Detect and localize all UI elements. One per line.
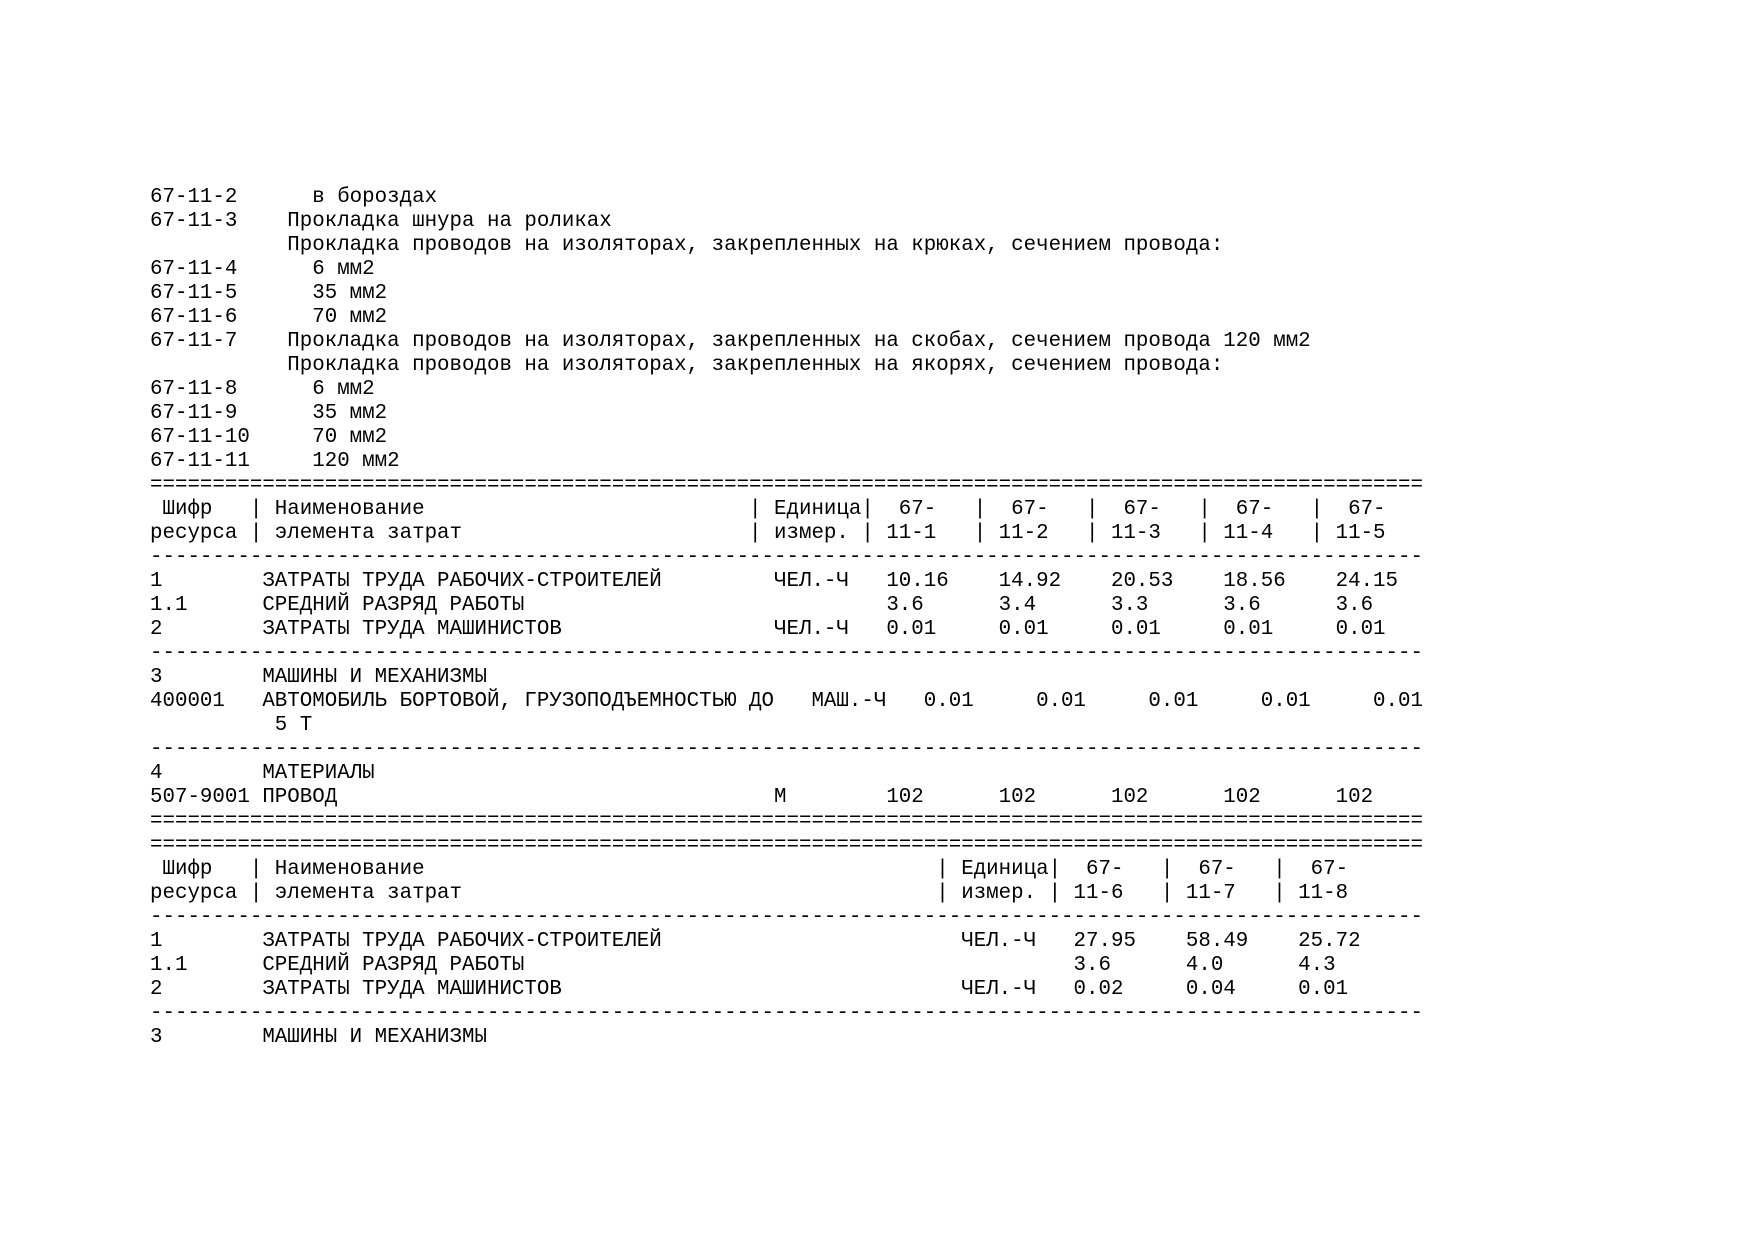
table-row: 2 ЗАТРАТЫ ТРУДА МАШИНИСТОВ ЧЕЛ.-Ч 0.01 0.01 0.01 0.01 0.01 (150, 618, 1386, 641)
document-body (150, 186, 1423, 1050)
text-line: 67-11-11 120 мм2 (150, 450, 400, 473)
table-rule: ------------------------------------------------------------------------------------------------------ (150, 906, 1423, 929)
table-row: 3 МАШИНЫ И МЕХАНИЗМЫ (150, 1026, 487, 1049)
table-row: 4 МАТЕРИАЛЫ (150, 762, 375, 785)
text-line: 67-11-3 Прокладка шнура на роликах (150, 210, 612, 233)
table-rule: ------------------------------------------------------------------------------------------------------ (150, 738, 1423, 761)
table-row: 507-9001 ПРОВОД М 102 102 102 102 102 (150, 786, 1374, 809)
table-row: 3 МАШИНЫ И МЕХАНИЗМЫ (150, 666, 487, 689)
table-rule-double: ====================================================================================================== (150, 834, 1423, 857)
table-row: 400001 АВТОМОБИЛЬ БОРТОВОЙ, ГРУЗОПОДЪЕМНОСТЬЮ ДО МАШ.-Ч 0.01 0.01 0.01 0.01 0.01 (150, 690, 1423, 713)
table-row: 1 ЗАТРАТЫ ТРУДА РАБОЧИХ-СТРОИТЕЛЕЙ ЧЕЛ.-Ч 10.16 14.92 20.53 18.56 24.15 (150, 570, 1399, 593)
text-line: 67-11-2 в бороздах (150, 186, 438, 209)
table-row: 1.1 СРЕДНИЙ РАЗРЯД РАБОТЫ 3.6 3.4 3.3 3.6 3.6 (150, 594, 1374, 617)
table-rule: ------------------------------------------------------------------------------------------------------ (150, 1002, 1423, 1025)
text-line: 67-11-8 6 мм2 (150, 378, 375, 401)
text-line: Прокладка проводов на изоляторах, закрепленных на крюках, сечением провода: (150, 234, 1224, 257)
table-row: 1.1 СРЕДНИЙ РАЗРЯД РАБОТЫ 3.6 4.0 4.3 (150, 954, 1336, 977)
table-header-row: Шифр | Наименование | Единица| 67- | 67- | 67- | 67- | 67- (150, 498, 1386, 521)
text-line: 67-11-9 35 мм2 (150, 402, 388, 425)
table-header-row: ресурса | элемента затрат | измер. | 11-6 | 11-7 | 11-8 (150, 882, 1349, 905)
text-line: 67-11-10 70 мм2 (150, 426, 388, 449)
table-header-row: Шифр | Наименование | Единица| 67- | 67- | 67- (150, 858, 1349, 881)
text-line: 67-11-5 35 мм2 (150, 282, 388, 305)
text-line: 67-11-4 6 мм2 (150, 258, 375, 281)
table-rule-double: ====================================================================================================== (150, 810, 1423, 833)
table-rule-double: ====================================================================================================== (150, 474, 1423, 497)
table-row: 2 ЗАТРАТЫ ТРУДА МАШИНИСТОВ ЧЕЛ.-Ч 0.02 0.04 0.01 (150, 978, 1349, 1001)
text-line: 67-11-7 Прокладка проводов на изоляторах, закрепленных на скобах, сечением провода 120 мм2 (150, 330, 1311, 353)
text-line: Прокладка проводов на изоляторах, закрепленных на якорях, сечением провода: (150, 354, 1224, 377)
table-rule: ------------------------------------------------------------------------------------------------------ (150, 642, 1423, 665)
table-row: 1 ЗАТРАТЫ ТРУДА РАБОЧИХ-СТРОИТЕЛЕЙ ЧЕЛ.-Ч 27.95 58.49 25.72 (150, 930, 1361, 953)
text-line: 67-11-6 70 мм2 (150, 306, 388, 329)
table-rule: ------------------------------------------------------------------------------------------------------ (150, 546, 1423, 569)
table-row: 5 Т (150, 714, 313, 737)
table-header-row: ресурса | элемента затрат | измер. | 11-1 | 11-2 | 11-3 | 11-4 | 11-5 (150, 522, 1386, 545)
